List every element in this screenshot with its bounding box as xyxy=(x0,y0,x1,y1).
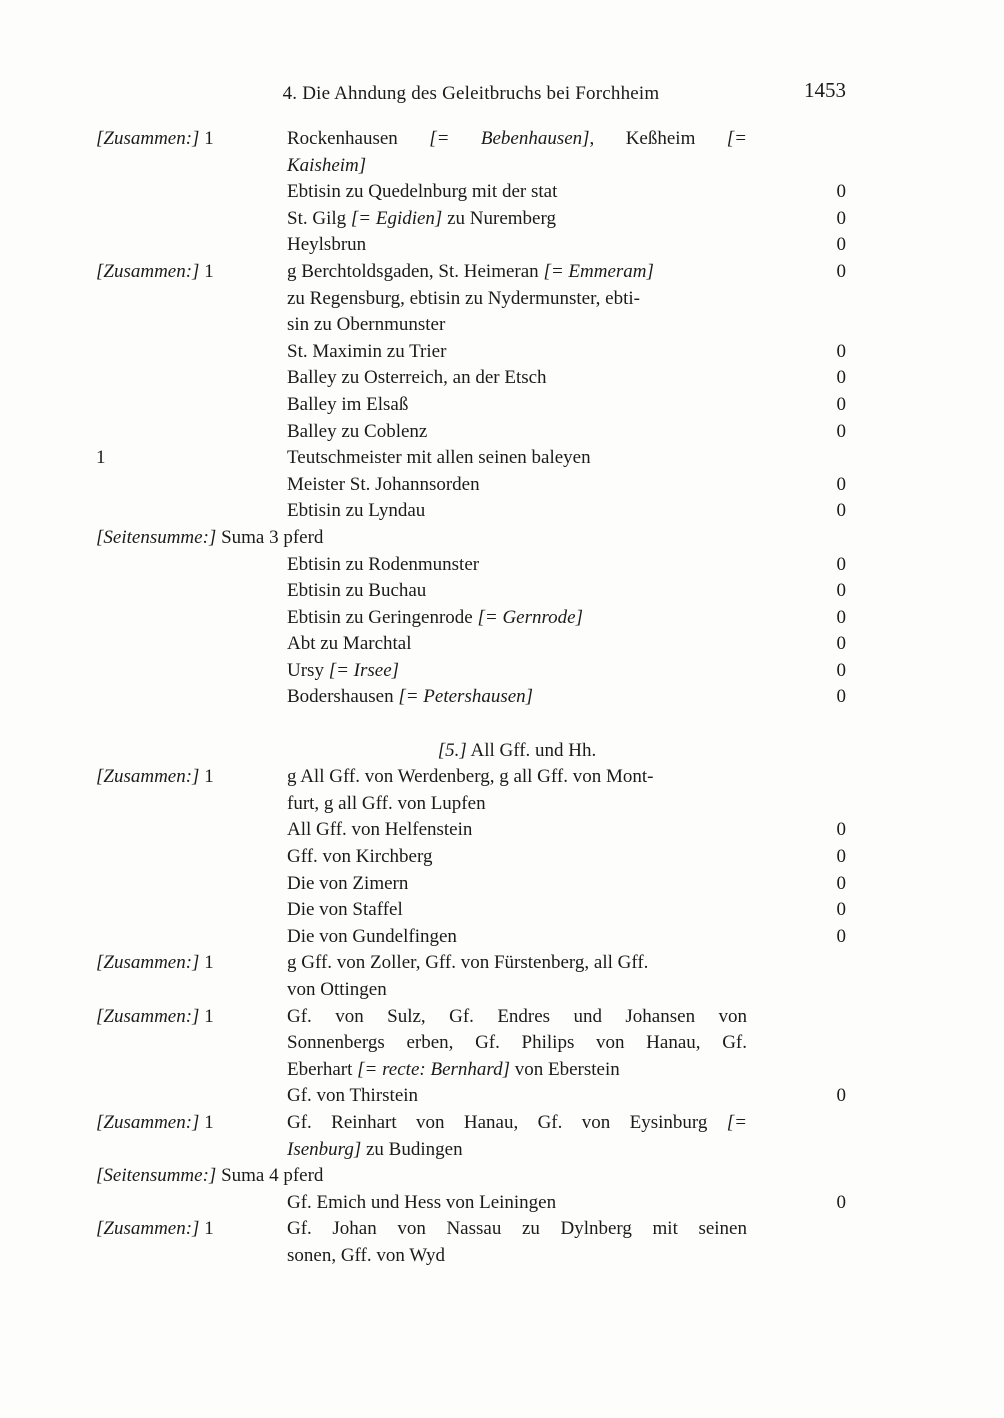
page-header xyxy=(96,80,846,107)
editorial-italic-text: [Zusammen:] xyxy=(96,952,200,974)
entry-line xyxy=(287,392,747,419)
entry-value: 0 xyxy=(836,181,846,203)
entry-text xyxy=(287,1190,747,1217)
entry-value: 0 xyxy=(836,260,846,282)
roman-text: zu Regensburg, ebtisin zu Nydermunster, ebti- xyxy=(287,287,640,309)
table-row xyxy=(96,126,846,179)
roman-text: Abt zu Marchtal xyxy=(287,633,412,655)
roman-text: Gf. Reinhart von Hanau, Gf. von Eysinburg xyxy=(287,1111,727,1133)
entry-value: 0 xyxy=(836,899,846,921)
editorial-italic-text: Isenburg] xyxy=(287,1138,362,1160)
roman-text: g All Gff. von Werdenberg, g all Gff. von Mont- xyxy=(287,766,654,788)
entry-line xyxy=(287,1057,747,1084)
entry-value: 0 xyxy=(836,420,846,442)
roman-text: Heylsbrun xyxy=(287,234,367,256)
table-row xyxy=(96,206,846,233)
entry-line xyxy=(287,1216,747,1243)
table-row xyxy=(96,552,846,579)
table-row xyxy=(96,817,846,844)
entry-value: 0 xyxy=(836,473,846,495)
roman-text: Suma 3 pferd xyxy=(216,526,324,548)
roman-text: St. Gilg xyxy=(287,207,351,229)
table-row xyxy=(96,578,846,605)
entry-text xyxy=(287,631,747,658)
entry-text xyxy=(287,339,747,366)
roman-text: von Ottingen xyxy=(287,979,387,1000)
roman-text: Ebtisin zu Geringenrode xyxy=(287,606,478,628)
entry-line xyxy=(287,419,747,446)
entry-line xyxy=(287,950,747,977)
roman-text: Suma 4 pferd xyxy=(216,1165,324,1187)
roman-text: g Gff. von Zoller, Gff. von Fürstenberg, all Gff. xyxy=(287,952,649,974)
entry-line xyxy=(287,764,747,791)
table-row xyxy=(96,658,846,685)
entry-line xyxy=(287,498,747,525)
entry-line xyxy=(287,286,747,313)
entry-value: 0 xyxy=(836,606,846,628)
entry-text xyxy=(287,871,747,898)
roman-text: 1 xyxy=(199,1218,214,1240)
roman-text: Balley im Elsaß xyxy=(287,393,409,415)
roman-text: , Keßheim xyxy=(589,128,727,149)
margin-annotation xyxy=(96,950,287,977)
entry-value: 0 xyxy=(836,367,846,389)
table-row xyxy=(96,764,846,817)
editorial-italic-text: [Seitensumme:] xyxy=(96,526,217,548)
editorial-italic-text: [= Gernrode] xyxy=(477,606,584,628)
entry-line xyxy=(287,1083,747,1110)
rows xyxy=(96,126,846,1270)
entry-line xyxy=(287,365,747,392)
entry-value: 0 xyxy=(836,846,846,868)
table-row xyxy=(96,419,846,446)
roman-text: Gff. von Kirchberg xyxy=(287,846,433,868)
entry-text xyxy=(287,179,747,206)
entry-line xyxy=(287,897,747,924)
section-heading-text xyxy=(287,738,747,765)
entry-line xyxy=(287,206,747,233)
roman-text: zu Budingen xyxy=(361,1138,463,1160)
entry-text xyxy=(287,844,747,871)
roman-text: 1 xyxy=(199,766,214,788)
page-sum xyxy=(96,1163,846,1190)
entry-line xyxy=(287,552,747,579)
margin-annotation xyxy=(96,259,287,286)
table-row xyxy=(96,605,846,632)
roman-text: Ebtisin zu Buchau xyxy=(287,580,427,602)
margin-annotation xyxy=(96,126,287,153)
editorial-italic-text: [Seitensumme:] xyxy=(96,1165,217,1187)
roman-text: St. Maximin zu Trier xyxy=(287,340,447,362)
entry-text xyxy=(287,445,747,472)
table-row xyxy=(96,897,846,924)
entry-value: 0 xyxy=(836,925,846,947)
roman-text: Eberhart xyxy=(287,1058,358,1080)
roman-text: Gf. Emich und Hess von Leiningen xyxy=(287,1191,557,1213)
entry-value: 0 xyxy=(836,633,846,655)
entry-line xyxy=(287,844,747,871)
roman-text: 1 xyxy=(199,260,214,282)
entry-line xyxy=(287,1137,747,1164)
roman-text: Gf. von Thirstein xyxy=(287,1085,419,1107)
entry-value: 0 xyxy=(836,500,846,522)
table-row xyxy=(96,950,846,1003)
table-row xyxy=(96,844,846,871)
roman-text: All Gff. von Helfenstein xyxy=(287,819,473,841)
roman-text: Ursy xyxy=(287,659,329,681)
table-row xyxy=(96,1110,846,1163)
roman-text: Gf. von Sulz, Gf. Endres und Johansen von xyxy=(287,1005,747,1027)
entry-line xyxy=(287,924,747,951)
roman-text: sin zu Obernmunster xyxy=(287,314,446,336)
entry-value: 0 xyxy=(836,207,846,229)
entry-line xyxy=(287,179,747,206)
roman-text: Meister St. Johannsorden xyxy=(287,473,480,495)
entry-text xyxy=(287,259,747,339)
margin-annotation xyxy=(96,445,287,472)
section-heading-row xyxy=(96,738,846,765)
entry-text xyxy=(287,1216,747,1269)
entry-line xyxy=(287,1190,747,1217)
page-sum-row xyxy=(96,1163,846,1190)
roman-text: Teutschmeister mit allen seinen baleyen xyxy=(287,447,591,469)
entry-line xyxy=(287,126,747,153)
editorial-italic-text: [= Emmeram] xyxy=(543,260,654,282)
table-row xyxy=(96,1004,846,1084)
margin-annotation xyxy=(96,1216,287,1243)
entry-line xyxy=(287,605,747,632)
table-row xyxy=(96,179,846,206)
entry-text xyxy=(287,552,747,579)
entry-text xyxy=(287,126,747,179)
table-row xyxy=(96,445,846,472)
roman-text: Die von Gundelfingen xyxy=(287,925,457,947)
editorial-italic-text: [Zusammen:] xyxy=(96,1005,200,1027)
table-row xyxy=(96,392,846,419)
entry-value: 0 xyxy=(836,819,846,841)
entry-line xyxy=(287,658,747,685)
entry-line xyxy=(287,871,747,898)
entry-line xyxy=(287,1004,747,1031)
entry-value: 0 xyxy=(836,686,846,708)
roman-text: zu Nuremberg xyxy=(442,207,556,229)
margin-annotation xyxy=(96,1004,287,1031)
editorial-italic-text: [= recte: Bernhard] xyxy=(357,1058,510,1080)
entry-value: 0 xyxy=(836,1085,846,1107)
entry-text xyxy=(287,1004,747,1084)
entry-text xyxy=(287,950,747,1003)
margin-annotation xyxy=(96,1110,287,1137)
entry-line xyxy=(287,472,747,499)
section-heading xyxy=(287,738,747,765)
table-row xyxy=(96,365,846,392)
roman-text: Balley zu Coblenz xyxy=(287,420,428,442)
table-row xyxy=(96,924,846,951)
entry-value: 0 xyxy=(836,872,846,894)
roman-text: 1 xyxy=(199,1005,214,1027)
table-row xyxy=(96,1190,846,1217)
editorial-italic-text: [Zusammen:] xyxy=(96,1218,200,1240)
roman-text: 1 xyxy=(199,952,214,974)
table-row xyxy=(96,232,846,259)
editorial-italic-text: [= xyxy=(726,128,747,149)
table-row xyxy=(96,1083,846,1110)
entry-text xyxy=(287,419,747,446)
editorial-italic-text: [= Petershausen] xyxy=(398,686,534,708)
roman-text: 1 xyxy=(96,447,106,469)
roman-text: g Berchtoldsgaden, St. Heimeran xyxy=(287,260,544,282)
entry-text xyxy=(287,605,747,632)
page-sum xyxy=(96,525,846,552)
entry-text xyxy=(287,1110,747,1163)
roman-text: Rockenhausen xyxy=(287,128,430,149)
entry-text xyxy=(287,498,747,525)
entry-text xyxy=(287,684,747,711)
roman-text: Die von Staffel xyxy=(287,899,403,921)
roman-text: Ebtisin zu Rodenmunster xyxy=(287,553,480,575)
entry-value: 0 xyxy=(836,580,846,602)
roman-text: Bodershausen xyxy=(287,686,399,708)
entry-line xyxy=(287,232,747,259)
entry-value: 0 xyxy=(836,553,846,575)
table-row xyxy=(96,871,846,898)
page-number: 1453 xyxy=(804,78,846,102)
roman-text: Die von Zimern xyxy=(287,872,409,894)
entry-line xyxy=(287,817,747,844)
table-row xyxy=(96,684,846,711)
entry-value: 0 xyxy=(836,340,846,362)
entry-line xyxy=(287,312,747,339)
roman-text: Ebtisin zu Quedelnburg mit der stat xyxy=(287,181,558,203)
entry-value: 0 xyxy=(836,393,846,415)
margin-annotation xyxy=(96,764,287,791)
roman-text: 1 xyxy=(199,128,214,149)
entry-line xyxy=(287,339,747,366)
entry-text xyxy=(287,392,747,419)
editorial-italic-text: [5.] xyxy=(437,739,467,761)
editorial-italic-text: [= Irsee] xyxy=(328,659,400,681)
entry-line xyxy=(287,153,747,180)
table-row xyxy=(96,631,846,658)
table-row xyxy=(96,259,846,339)
editorial-italic-text: Kaisheim] xyxy=(287,154,367,176)
table-row xyxy=(96,339,846,366)
editorial-italic-text: [Zusammen:] xyxy=(96,128,200,149)
entry-text xyxy=(287,472,747,499)
editorial-italic-text: [= xyxy=(726,1111,747,1133)
table-row xyxy=(96,498,846,525)
entry-text xyxy=(287,817,747,844)
entry-text xyxy=(287,232,747,259)
entry-text xyxy=(287,578,747,605)
roman-text: Ebtisin zu Lyndau xyxy=(287,500,426,522)
entry-text xyxy=(287,206,747,233)
entry-text xyxy=(287,658,747,685)
roman-text: Sonnenbergs erben, Gf. Philips von Hanau, Gf. xyxy=(287,1032,747,1054)
editorial-italic-text: [Zusammen:] xyxy=(96,260,200,282)
entry-line xyxy=(287,791,747,818)
roman-text: All Gff. und Hh. xyxy=(466,739,597,761)
roman-text: furt, g all Gff. von Lupfen xyxy=(287,792,486,814)
table-row xyxy=(96,1216,846,1269)
entry-line xyxy=(287,1243,747,1270)
entry-line xyxy=(287,1030,747,1057)
entry-text xyxy=(287,764,747,817)
entry-value: 0 xyxy=(836,659,846,681)
entry-line xyxy=(287,578,747,605)
entry-line xyxy=(287,445,747,472)
editorial-italic-text: [Zusammen:] xyxy=(96,766,200,788)
entry-text xyxy=(287,365,747,392)
running-head: 4. Die Ahndung des Geleitbruchs bei Forchheim xyxy=(282,83,660,104)
roman-text: Balley zu Osterreich, an der Etsch xyxy=(287,367,547,389)
entry-value: 0 xyxy=(836,234,846,256)
roman-text: Gf. Johan von Nassau zu Dylnberg mit seinen xyxy=(287,1218,747,1240)
roman-text: sonen, Gff. von Wyd xyxy=(287,1244,446,1266)
entry-text xyxy=(287,897,747,924)
entry-line xyxy=(287,1110,747,1137)
editorial-italic-text: [= Egidien] xyxy=(350,207,443,229)
editorial-italic-text: [Zusammen:] xyxy=(96,1111,200,1133)
entry-text xyxy=(287,1083,747,1110)
roman-text: von Eberstein xyxy=(509,1058,620,1080)
editorial-italic-text: [= Bebenhausen] xyxy=(429,128,590,149)
entry-value: 0 xyxy=(836,1191,846,1213)
table-row xyxy=(96,472,846,499)
entry-text xyxy=(287,924,747,951)
entry-line xyxy=(287,977,747,1004)
entry-line xyxy=(287,259,747,286)
entry-line xyxy=(287,684,747,711)
page-sum-row xyxy=(96,525,846,552)
roman-text: 1 xyxy=(199,1111,214,1133)
entry-line xyxy=(287,631,747,658)
